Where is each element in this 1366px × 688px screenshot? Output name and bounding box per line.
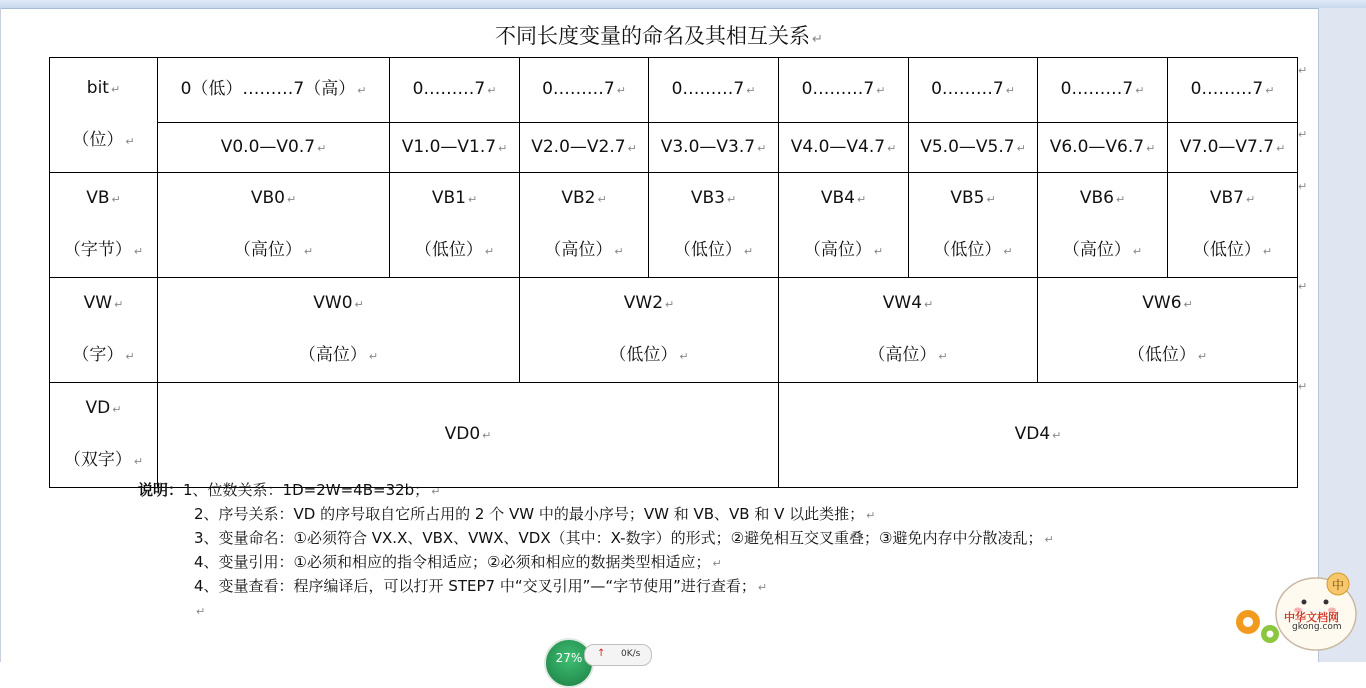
vw-cell: VW6 ↵ （低位） ↵ xyxy=(1038,278,1298,383)
vb-cell: VB0 ↵ （高位） ↵ xyxy=(158,173,390,278)
v-row xyxy=(50,123,1298,173)
row-end-mark: ↵ xyxy=(1298,180,1308,193)
notes-section xyxy=(138,478,1288,622)
paragraph-mark: ↵ xyxy=(812,32,823,47)
row-end-mark: ↵ xyxy=(1298,280,1308,293)
vd-row xyxy=(50,383,1298,488)
vb-cell: VB4 ↵ （高位） ↵ xyxy=(779,173,909,278)
vb-header-cell: VB ↵ （字节） ↵ xyxy=(50,173,158,278)
bit-cell: 0………7 ↵ xyxy=(1168,58,1298,123)
vw-cell: VW0 ↵ （高位） ↵ xyxy=(158,278,520,383)
variable-table xyxy=(49,57,1298,488)
upload-arrow-icon: ↑ xyxy=(597,648,606,659)
vb-cell: VB1 ↵ （低位） ↵ xyxy=(390,173,520,278)
v-range-cell: V1.0—V1.7 ↵ xyxy=(390,123,520,173)
network-speed-widget[interactable] xyxy=(544,638,654,668)
note-line: 4、变量引用：①必须和相应的指令相适应；②必须和相应的数据类型相适应； ↵ xyxy=(194,553,722,571)
v-range-cell: V0.0—V0.7 ↵ xyxy=(158,123,390,173)
row-end-mark: ↵ xyxy=(1298,128,1308,141)
bit-label: bit xyxy=(86,78,109,98)
row-end-mark: ↵ xyxy=(1298,380,1308,393)
vw-cell: VW2 ↵ （低位） ↵ xyxy=(520,278,779,383)
bit-row xyxy=(50,58,1298,123)
v-range-cell: V4.0—V4.7 ↵ xyxy=(779,123,909,173)
note-line: 4、变量查看：程序编译后，可以打开 STEP7 中“交叉引用”—“字节使用”进行查看； ↵ xyxy=(194,577,768,595)
notes-heading: 说明： xyxy=(138,481,184,499)
v-range-cell: V6.0—V6.7 ↵ xyxy=(1038,123,1168,173)
vb-cell: VB5 ↵ （低位） ↵ xyxy=(909,173,1038,278)
title-text: 不同长度变量的命名及其相互关系 xyxy=(495,24,811,48)
vb-cell: VB7 ↵ （低位） ↵ xyxy=(1168,173,1298,278)
vw-cell: VW4 ↵ （高位） ↵ xyxy=(779,278,1038,383)
v-range-cell: V3.0—V3.7 ↵ xyxy=(649,123,779,173)
progress-circle[interactable]: 27% xyxy=(544,638,594,688)
vb-cell: VB2 ↵ （高位） ↵ xyxy=(520,173,649,278)
page-edge xyxy=(0,8,1,662)
bit-cell: 0………7 ↵ xyxy=(779,58,909,123)
speed-value: 0K/s xyxy=(621,649,641,659)
bit-cell: 0（低）………7（高） ↵ xyxy=(158,58,390,123)
v-range-cell: V7.0—V7.7 ↵ xyxy=(1168,123,1298,173)
document-right-margin xyxy=(1318,8,1366,662)
window-top-bar xyxy=(0,0,1366,9)
row-end-mark: ↵ xyxy=(1298,64,1308,77)
bit-cell: 0………7 ↵ xyxy=(649,58,779,123)
v-range-cell: V2.0—V2.7 ↵ xyxy=(520,123,649,173)
bit-cell: 0………7 ↵ xyxy=(390,58,520,123)
empty-paragraph: ↵ xyxy=(196,605,206,618)
speed-pill xyxy=(584,644,652,666)
document-title xyxy=(0,20,1318,50)
bit-header-cell: bit ↵ （位） ↵ xyxy=(50,58,158,173)
watermark-name: 中华文档网 xyxy=(1284,611,1339,624)
note-line: 2、序号关系：VD 的序号取自它所占用的 2 个 VW 中的最小序号；VW 和 VB、VB 和 V 以此类推； ↵ xyxy=(194,505,876,523)
vw-header-cell: VW ↵ （字） ↵ xyxy=(50,278,158,383)
vb-cell: VB3 ↵ （低位） ↵ xyxy=(649,173,779,278)
watermark-site: gkong.com xyxy=(1292,622,1342,632)
note-line: 3、变量命名：①必须符合 VX.X、VBX、VWX、VDX（其中：X-数字）的形式；②避免相互交叉重叠；③避免内存中分散凌乱； ↵ xyxy=(194,529,1054,547)
bit-cell: 0………7 ↵ xyxy=(909,58,1038,123)
bit-label-unit: （位） xyxy=(72,130,124,150)
vw-row xyxy=(50,278,1298,383)
note-line: 说明：1、位数关系：1D=2W=4B=32b； ↵ xyxy=(138,481,441,499)
svg-text:中: 中 xyxy=(1332,578,1345,592)
bit-cell: 0………7 ↵ xyxy=(520,58,649,123)
vb-cell: VB6 ↵ （高位） ↵ xyxy=(1038,173,1168,278)
v-range-cell: V5.0—V5.7 ↵ xyxy=(909,123,1038,173)
vd-cell: VD0 ↵ xyxy=(158,383,779,488)
vd-cell: VD4 ↵ xyxy=(779,383,1298,488)
bit-cell: 0………7 ↵ xyxy=(1038,58,1168,123)
vd-header-cell: VD ↵ （双字） ↵ xyxy=(50,383,158,488)
vb-row xyxy=(50,173,1298,278)
